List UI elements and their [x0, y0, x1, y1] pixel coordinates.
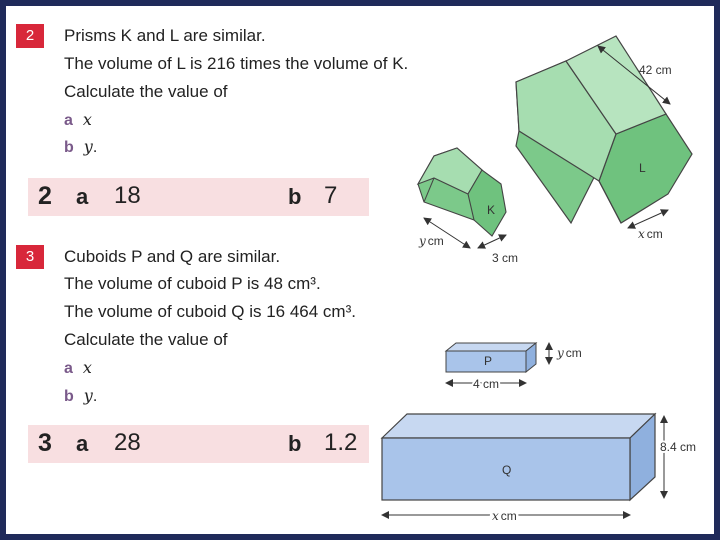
part-variable: y	[83, 137, 93, 156]
question-number-badge: 2	[16, 24, 44, 48]
part-variable: x	[82, 358, 92, 377]
part-label: a	[64, 360, 73, 377]
question-text: Calculate the value of	[64, 82, 228, 101]
part-suffix: .	[92, 388, 98, 405]
part-suffix: .	[92, 139, 98, 156]
part-variable: x	[82, 110, 92, 129]
question-text: The volume of cuboid Q is 16 464 cm³.	[64, 302, 356, 321]
part-label: b	[64, 139, 74, 156]
cuboid-q-height-label: 8.4 cm	[660, 440, 697, 454]
prism-l-width-label: x cm	[638, 227, 663, 241]
question-text: Prisms K and L are similar.	[64, 26, 266, 45]
question-text: Cuboids P and Q are similar.	[64, 247, 281, 266]
cuboid-p-length-label: 4 cm	[473, 377, 500, 391]
answer-a-value: 28	[114, 429, 141, 456]
cuboid-q-length-label: x cm	[492, 509, 517, 523]
answer-b-value: 7	[324, 182, 338, 209]
answer-a-label: a	[76, 184, 89, 209]
cuboid-q-label: Q	[502, 463, 512, 477]
prism-k-length-label: y cm	[419, 234, 444, 248]
cuboid-p-label: P	[484, 354, 493, 368]
answer-number: 2	[38, 182, 52, 210]
cuboid-p-top	[446, 343, 536, 351]
dimension-arrow	[478, 235, 506, 248]
question-text: The volume of cuboid P is 48 cm³.	[64, 274, 321, 293]
part-variable: y	[83, 386, 93, 405]
answer-a-label: a	[76, 431, 89, 456]
prism-l-length-label: 42 cm	[639, 63, 672, 77]
cuboid-q-top	[382, 414, 655, 438]
worksheet-page	[6, 6, 714, 534]
answer-b-value: 1.2	[324, 429, 358, 456]
cuboid-p-height-label: y cm	[557, 346, 582, 360]
diagrams	[6, 6, 714, 534]
prism-k-width-label: 3 cm	[492, 251, 519, 265]
prism-k-label: K	[487, 203, 496, 217]
answer-a-value: 18	[114, 182, 141, 209]
answer-b-label: b	[288, 184, 302, 209]
question-text: The volume of L is 216 times the volume of K.	[64, 54, 409, 73]
question-number-badge: 3	[16, 245, 44, 269]
part-label: b	[64, 388, 74, 405]
prism-l-label: L	[639, 161, 646, 175]
answer-b-label: b	[288, 431, 302, 456]
cuboid-q	[382, 414, 655, 500]
question-text: Calculate the value of	[64, 330, 228, 349]
part-label: a	[64, 112, 73, 129]
answer-number: 3	[38, 429, 52, 457]
